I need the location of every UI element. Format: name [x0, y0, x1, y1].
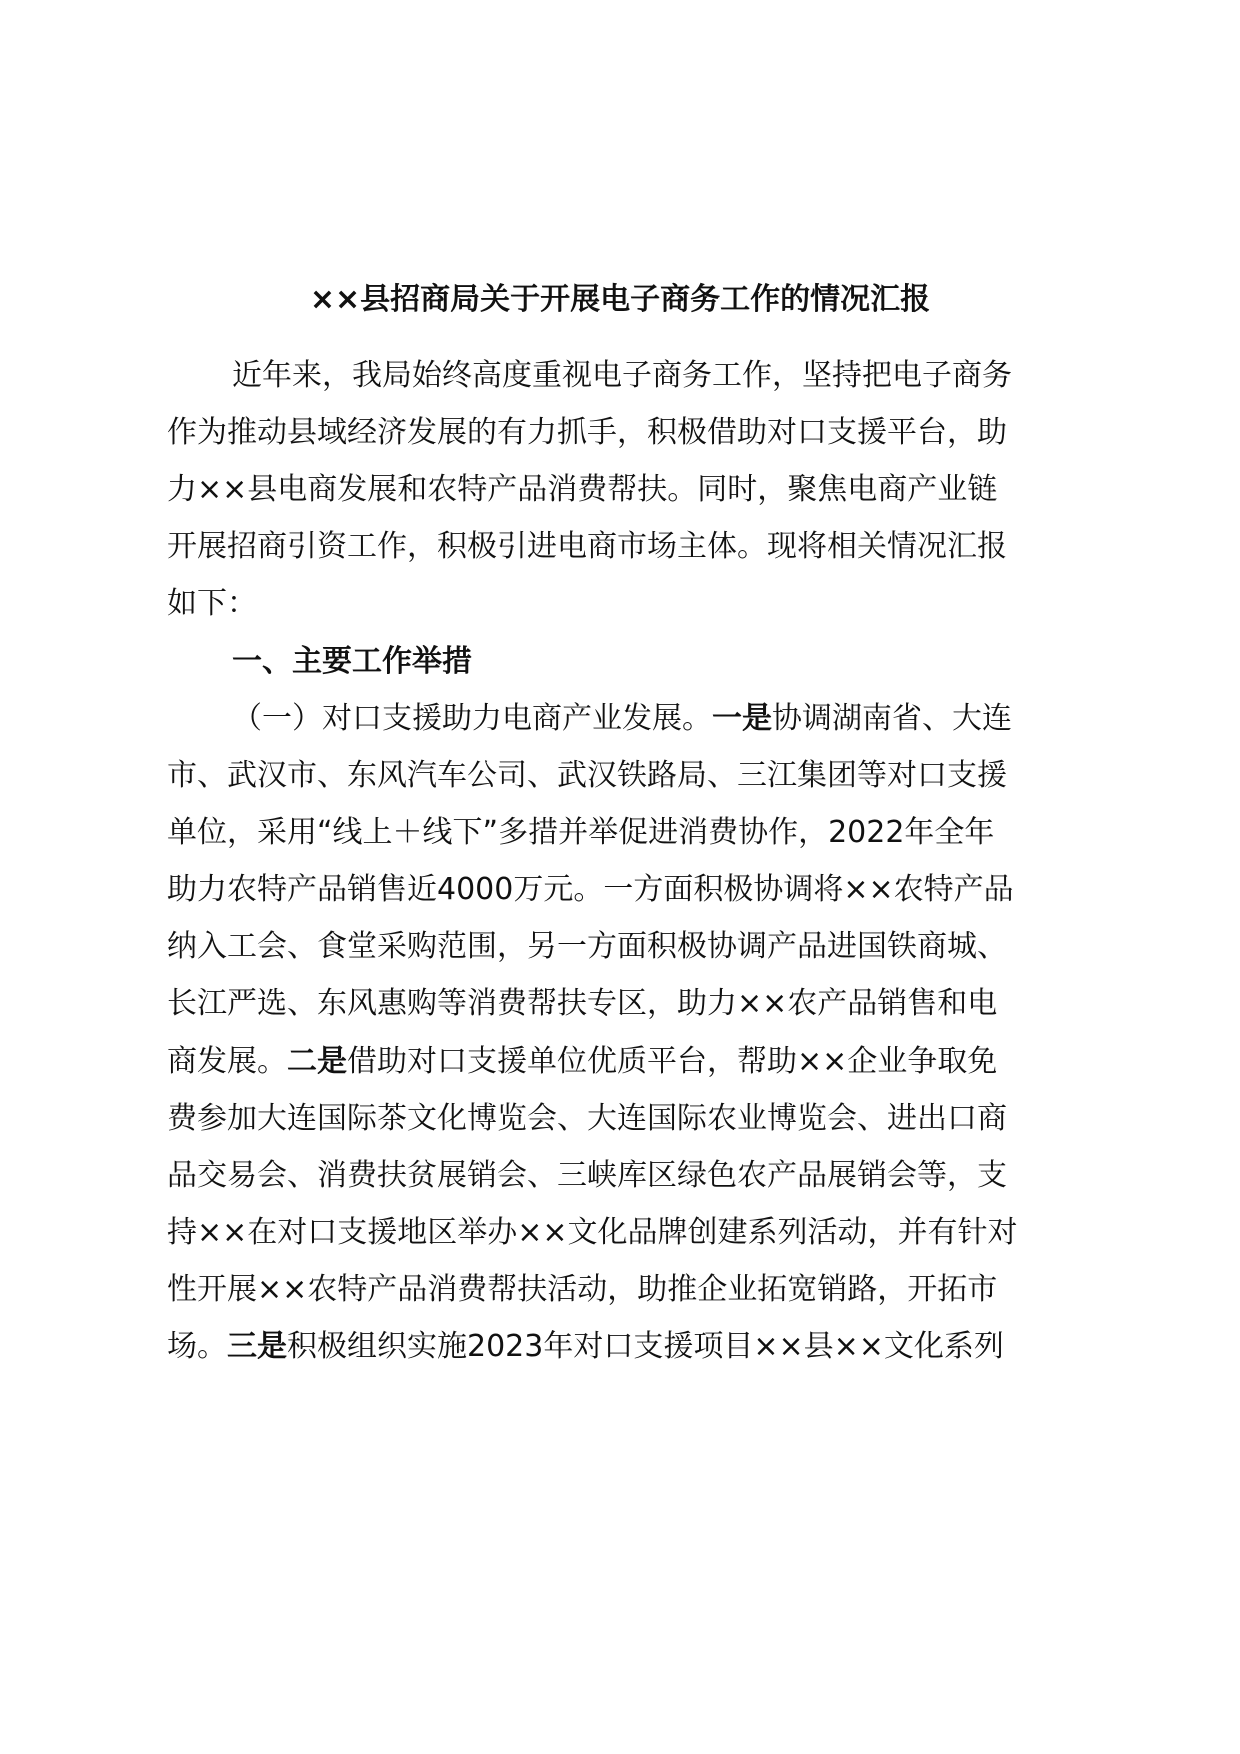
paragraph-line: 单位，采用“线上＋线下”多措并举促进消费协作，2022年全年 — [167, 815, 995, 850]
paragraph-line: 近年来，我局始终高度重视电子商务工作，坚持把电子商务 — [232, 358, 1012, 393]
emphasis-text: 二是 — [287, 1044, 347, 1079]
line-text: （一）对口支援助力电商产业发展。 — [232, 701, 712, 736]
line-text: 协调湖南省、大连 — [772, 701, 1012, 736]
paragraph-line: 如下： — [167, 586, 257, 621]
paragraph-line: 力××县电商发展和农特产品消费帮扶。同时，聚焦电商产业链 — [167, 472, 998, 507]
line-text: 积极组织实施2023年对口支援项目××县××文化系列 — [287, 1329, 1004, 1364]
paragraph-line: 市、武汉市、东风汽车公司、武汉铁路局、三江集团等对口支援 — [167, 758, 1007, 793]
emphasis-text: 三是 — [227, 1329, 287, 1364]
section-heading: 一、主要工作举措 — [232, 644, 472, 679]
paragraph-line: 纳入工会、食堂采购范围，另一方面积极协调产品进国铁商城、 — [167, 929, 1007, 964]
paragraph-line: 性开展××农特产品消费帮扶活动，助推企业拓宽销路，开拓市 — [167, 1272, 998, 1307]
paragraph-line: 开展招商引资工作，积极引进电商市场主体。现将相关情况汇报 — [167, 529, 1007, 564]
document-title: ××县招商局关于开展电子商务工作的情况汇报 — [309, 282, 931, 317]
line-text: 商发展。 — [167, 1044, 287, 1079]
paragraph-line: 品交易会、消费扶贫展销会、三峡库区绿色农产品展销会等，支 — [167, 1158, 1007, 1193]
paragraph-line: 费参加大连国际茶文化博览会、大连国际农业博览会、进出口商 — [167, 1101, 1007, 1136]
paragraph-line — [167, 1325, 1004, 1369]
line-text: 场。 — [167, 1329, 227, 1364]
emphasis-text: 一是 — [712, 701, 772, 736]
line-text: 借助对口支援单位优质平台，帮助××企业争取免 — [347, 1044, 998, 1079]
paragraph-line — [232, 697, 1012, 741]
paragraph-line: 持××在对口支援地区举办××文化品牌创建系列活动，并有针对 — [167, 1215, 1018, 1250]
paragraph-line: 长江严选、东风惠购等消费帮扶专区，助力××农产品销售和电 — [167, 986, 998, 1021]
paragraph-line: 助力农特产品销售近4000万元。一方面积极协调将××农特产品 — [167, 872, 1014, 907]
paragraph-line: 作为推动县域经济发展的有力抓手，积极借助对口支援平台，助 — [167, 415, 1007, 450]
paragraph-line — [167, 1040, 997, 1084]
